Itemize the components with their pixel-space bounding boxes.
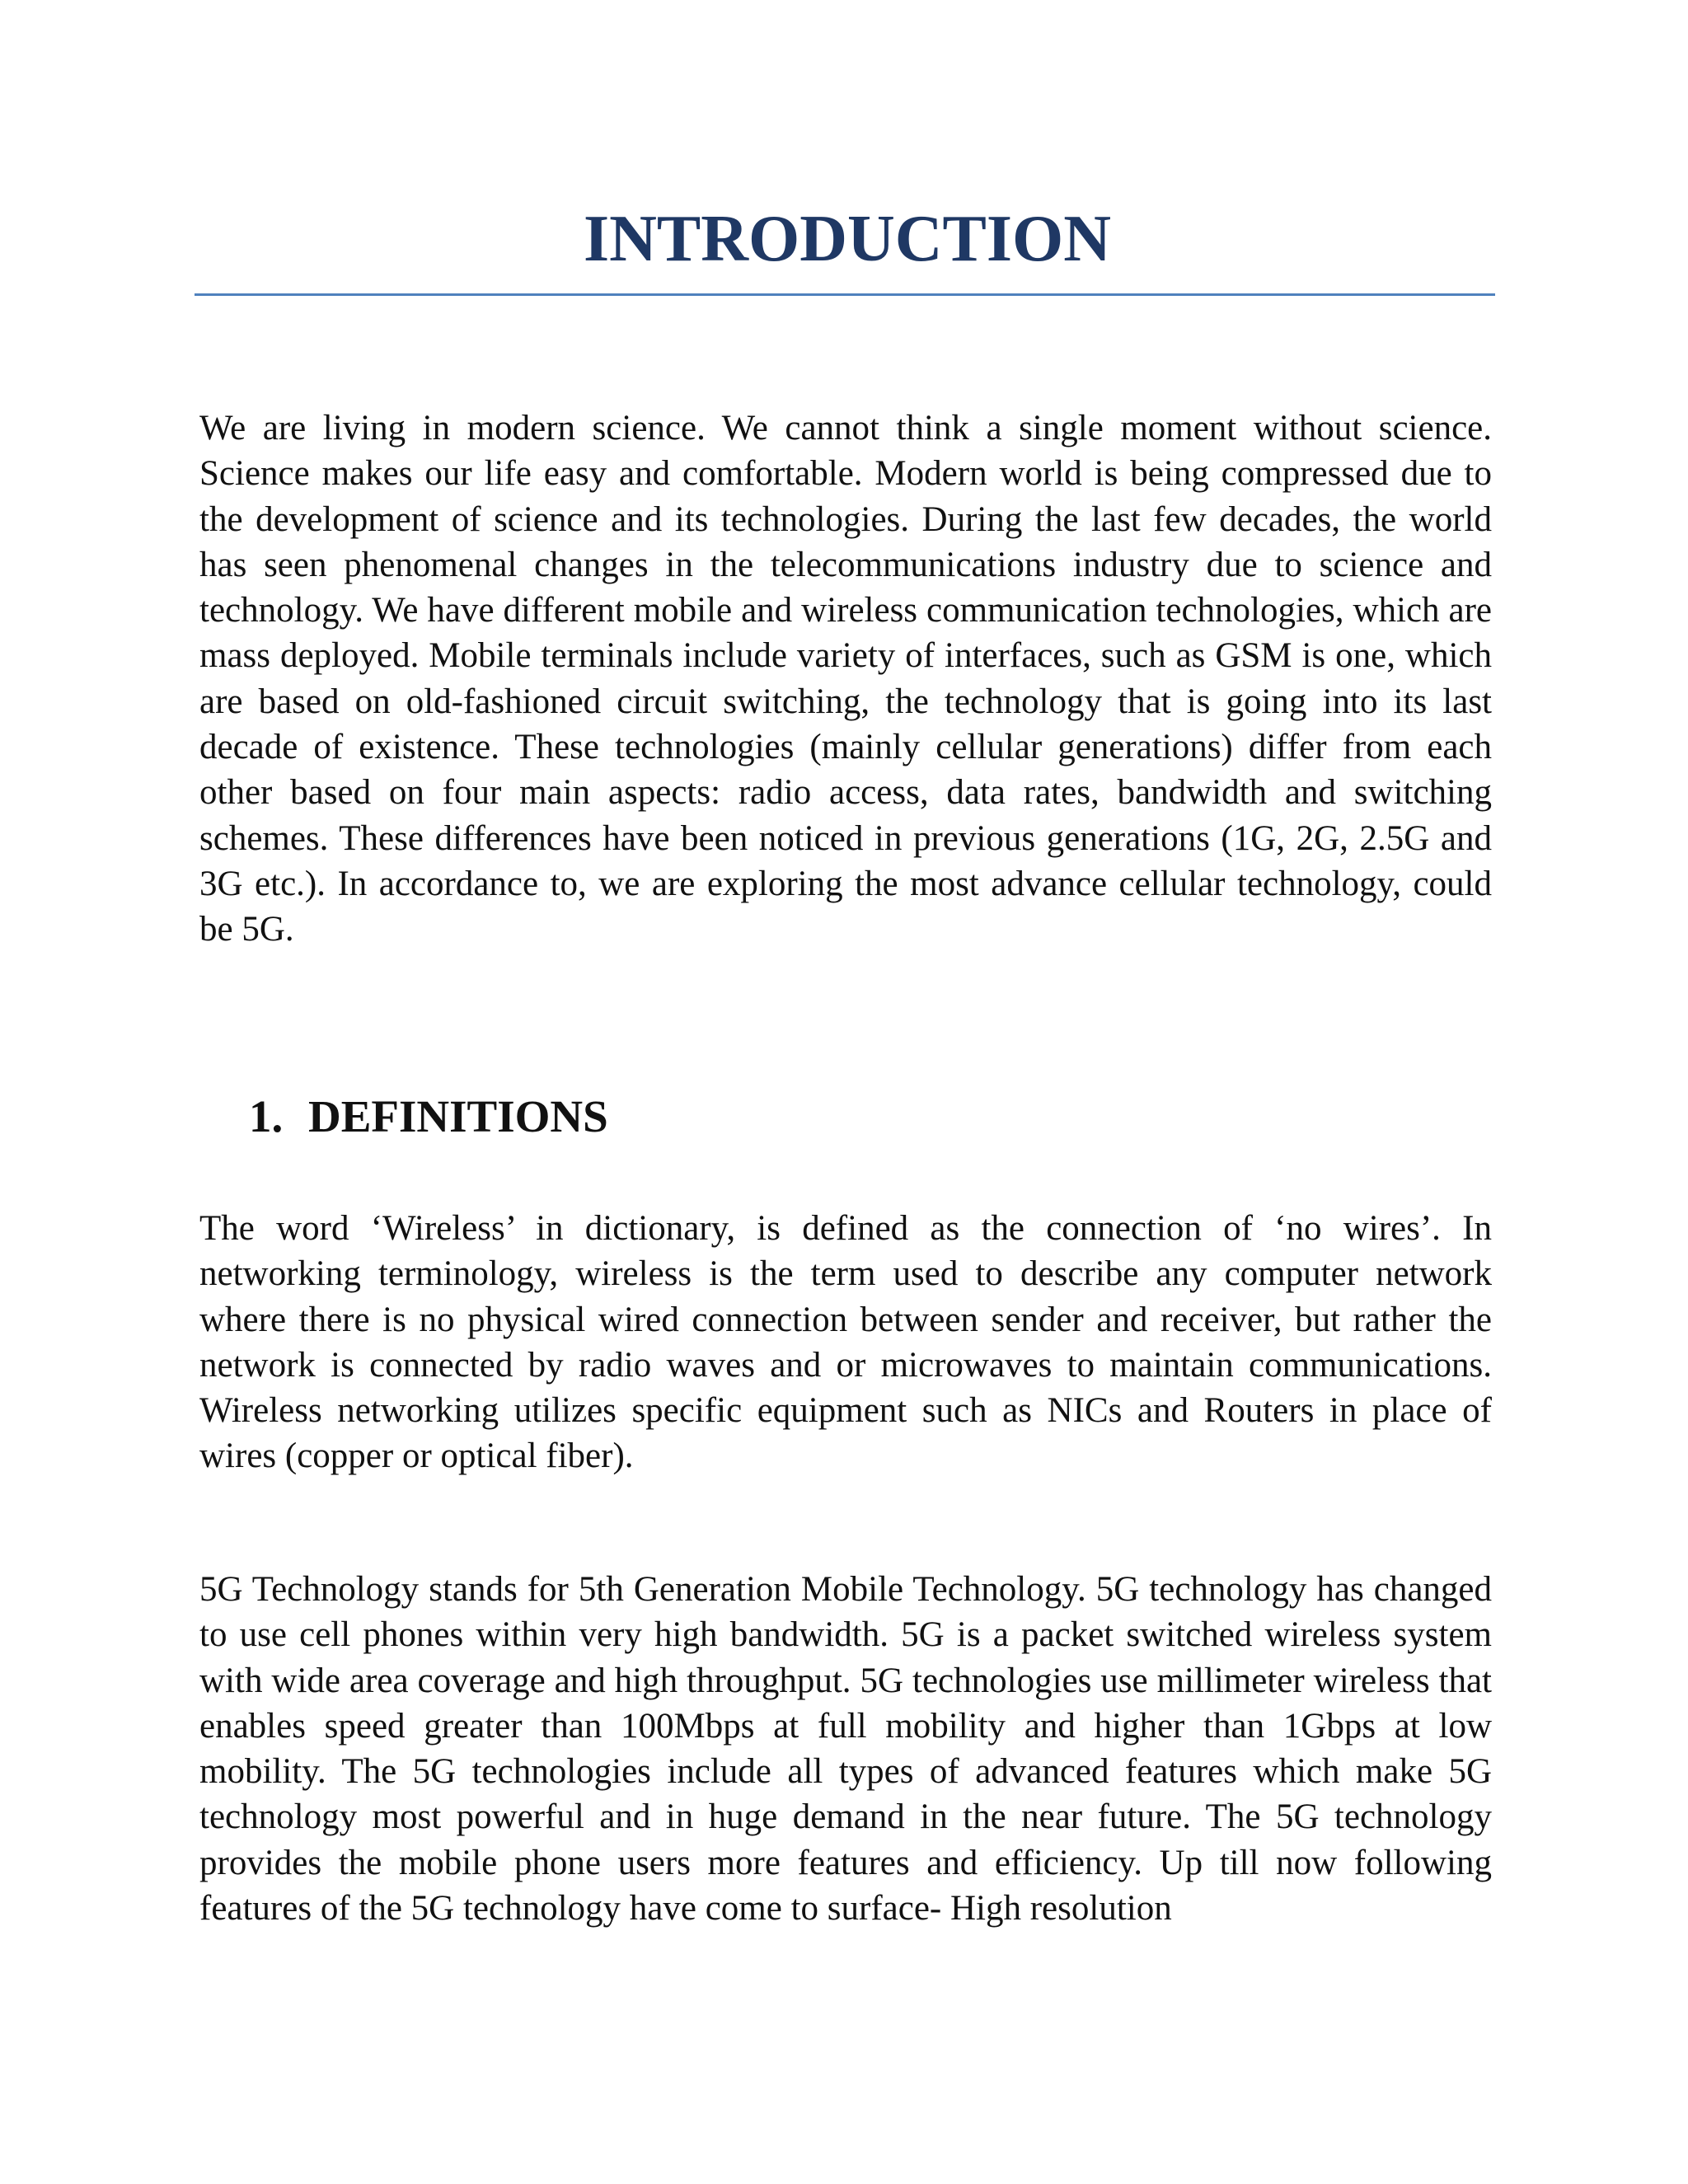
definition-paragraph-5g: 5G Technology stands for 5th Generation Mobile Technology. 5G technology has changed to use cell phones within very high bandwidth. 5G is a packet switched wireless system with wide area coverage and high throughput. 5G technologies use millimeter wireless that enables speed greater than 100Mbps at full mobility and higher than 1Gbps at low mobility. The 5G technologies include all types of advanced features which make 5G technology most powerful and in huge demand in the near future. The 5G technology provides the mobile phone users more features and efficiency. Up till now following features of the 5G technology have come to surface- High resolution	[199, 1570, 1492, 1929]
section-heading	[249, 1088, 608, 1146]
page-title: INTRODUCTION	[583, 203, 1112, 275]
section-number: 1.	[249, 1091, 284, 1141]
intro-paragraph: We are living in modern science. We cannot think a single moment without science. Science makes our life easy and comfortable. Modern world is being compressed due to the development of science and its technologies. During the last few decades, the world has seen phenomenal changes in the telecommunications industry due to science and technology. We have different mobile and wireless communication technologies, which are mass deployed. Mobile terminals include variety of interfaces, such as GSM is one, which are based on old-fashioned circuit switching, the technology that is going into its last decade of existence. These technologies (mainly cellular generations) differ from each other based on four main aspects: radio access, data rates, bandwidth and switching schemes. These differences have been noticed in previous generations (1G, 2G, 2.5G and 3G etc.). In accordance to, we are exploring the most advance cellular technology, could be 5G.	[199, 409, 1492, 949]
title-underline	[195, 293, 1495, 296]
definition-paragraph-wireless: The word ‘Wireless’ in dictionary, is defined as the connection of ‘no wires’. In networking terminology, wireless is the term used to describe any computer network where there is no physical wired connection between sender and receiver, but rather the network is connected by radio waves and or microwaves to maintain communications. Wireless networking utilizes specific equipment such as NICs and Routers in place of wires (copper or optical fiber).	[199, 1209, 1492, 1476]
section-title: DEFINITIONS	[308, 1091, 608, 1141]
